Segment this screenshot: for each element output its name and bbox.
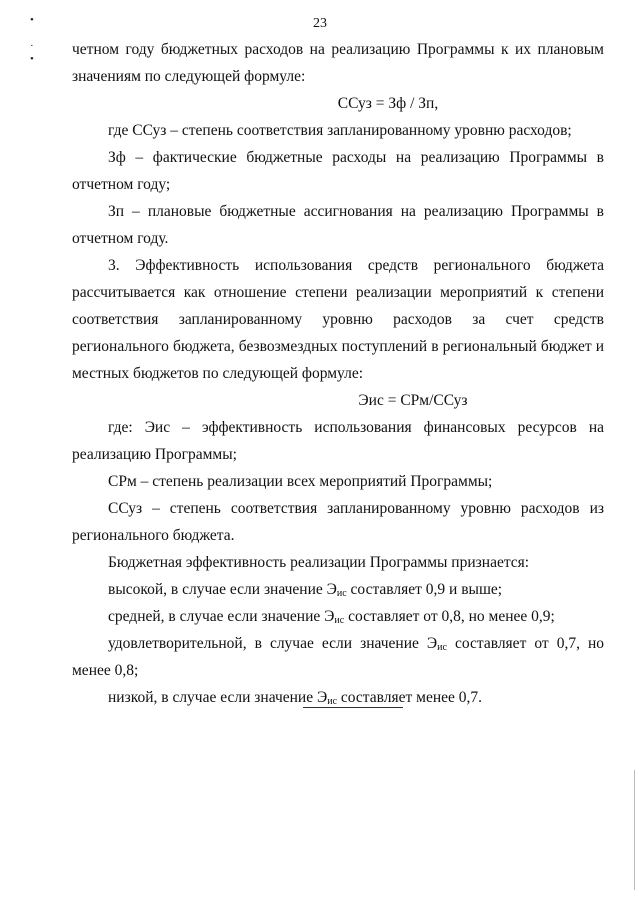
- criterion-high: высокой, в случае если значение $Э_{ис}$ составляет 0,9 и выше;: [108, 581, 503, 599]
- formula-ccuz: ССуз = Зф / Зп,: [337, 95, 439, 112]
- criterion-satisfactory: удовлетворительной, в случае если значение $Э_{ис}$ составляет от 0,7, но менее 0,8;: [72, 635, 605, 679]
- definition-srm: СРм – степень реализации всех мероприятий Программы;: [108, 473, 493, 490]
- definition-ccuz-regional: ССуз – степень соответствия запланированному уровню расходов из регионального бюджета.: [72, 500, 604, 544]
- efficiency-intro: Бюджетная эффективность реализации Программы признается:: [108, 554, 530, 571]
- scan-edge-line: [634, 770, 635, 890]
- definition-ccuz: где ССуз – степень соответствия запланированному уровню расходов;: [108, 122, 572, 139]
- definition-zp: Зп – плановые бюджетные ассигнования на реализацию Программы в отчетном году.: [72, 203, 604, 247]
- margin-mark: •: [30, 53, 34, 65]
- criterion-low: низкой, в случае если значение $Э_{ис}$ составляет менее 0,7.: [108, 689, 483, 707]
- document-body: [72, 36, 604, 711]
- definition-zf: Зф – фактические бюджетные расходы на реализацию Программы в отчетном году;: [72, 149, 604, 193]
- definition-eis: где: Эис – эффективность использования финансовых ресурсов на реализацию Программы;: [72, 419, 604, 463]
- formula-eis: Эис = СРм/ССуз: [358, 392, 468, 409]
- margin-mark: •: [30, 14, 34, 26]
- end-separator-line: [303, 707, 403, 708]
- paragraph-continuation: четном году бюджетных расходов на реализацию Программы к их плановым значениям по следующей формуле:: [72, 41, 604, 85]
- paragraph-item-3: 3. Эффективность использования средств регионального бюджета рассчитывается как отношение степени реализации мероприятий к степени соответствия запланированному уровню расходов за счет средств регионального бюджета, безвозмездных поступлений в региональный бюджет и местных бюджетов по следующей формуле:: [72, 257, 604, 382]
- criterion-medium: средней, в случае если значение $Э_{ис}$ составляет от 0,8, но менее 0,9;: [108, 608, 555, 626]
- margin-mark: ·: [30, 40, 34, 52]
- page-number: 23: [313, 16, 327, 31]
